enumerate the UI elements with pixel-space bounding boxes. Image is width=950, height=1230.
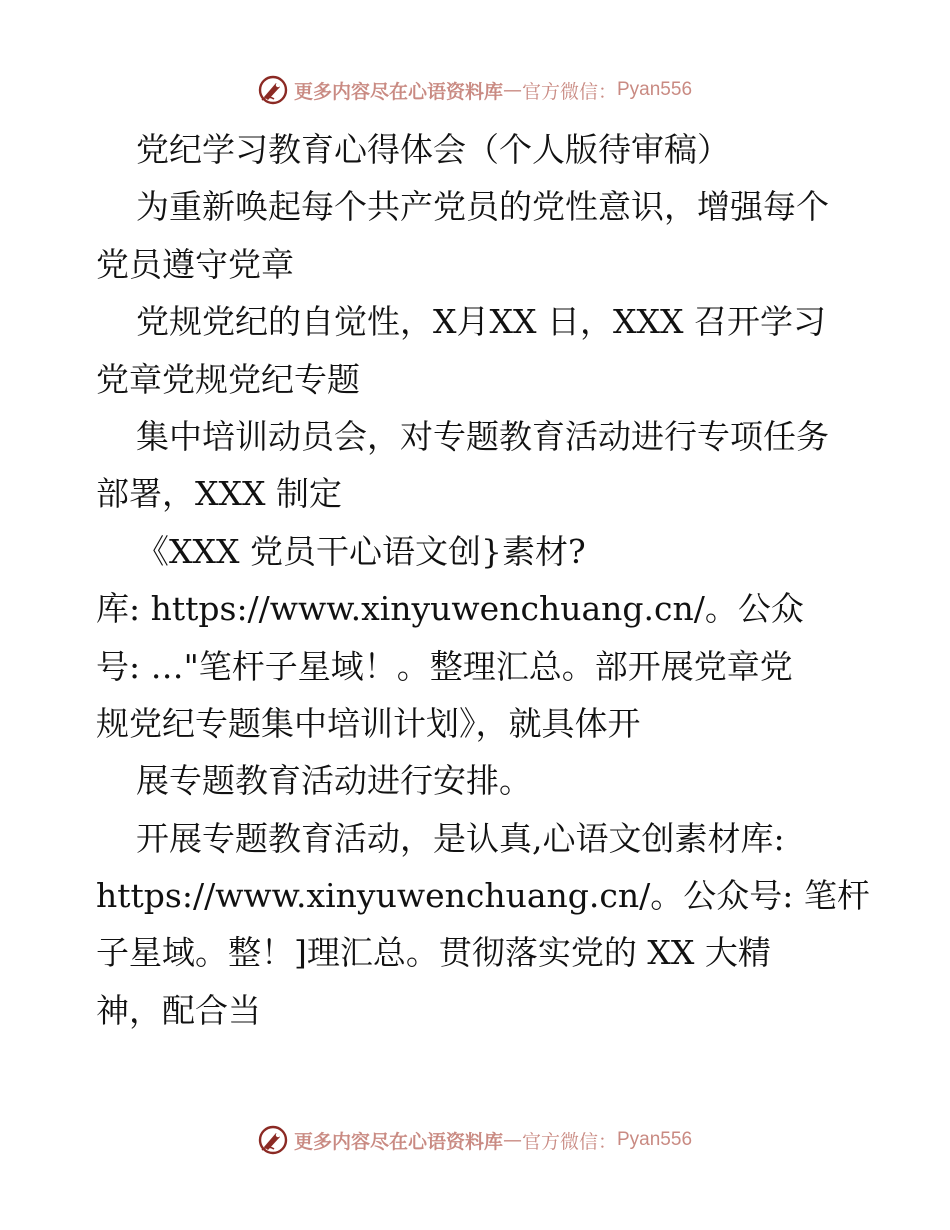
text-line: https://www.xinyuwenchuang.cn/。公众号: 笔杆 (96, 876, 870, 916)
banner-wechat-label: 官方微信： (521, 1130, 617, 1153)
text-line: 党员遵守党章 (96, 244, 294, 284)
banner-wechat-id: Pyan556 (617, 79, 693, 100)
banner-main-text: 更多内容尽在心语资料库 (293, 80, 503, 103)
text-line: 规党纪专题集中培训计划》，就具体开 (96, 703, 641, 743)
banner-wechat-id: Pyan556 (617, 1129, 693, 1150)
banner-separator: — (502, 79, 522, 101)
text-line: 部署，XXX 制定 (96, 474, 342, 514)
header-banner (0, 70, 950, 110)
text-line: 党规党纪的自觉性，X月XX 日，XXX 召开学习 (136, 302, 826, 342)
pen-nib-logo-icon (258, 75, 288, 105)
text-line: 子星域。整！]理汇总。贯彻落实党的 XX 大精 (96, 933, 771, 973)
footer-banner (0, 1120, 950, 1160)
text-line: 库: https://www.xinyuwenchuang.cn/。公众 (96, 589, 804, 629)
text-line: 集中培训动员会，对专题教育活动进行专项任务 (136, 416, 829, 456)
pen-nib-logo-icon (258, 1125, 288, 1155)
banner-wechat-label: 官方微信： (521, 80, 617, 103)
text-line: 为重新唤起每个共产党员的党性意识，增强每个 (136, 187, 829, 227)
document-body (96, 121, 870, 1039)
banner-main-text: 更多内容尽在心语资料库 (293, 1130, 503, 1153)
text-line: 展专题教育活动进行安排。 (136, 761, 532, 801)
text-line: 党章党规党纪专题 (96, 359, 360, 399)
text-line: 《XXX 党员干心语文创}素材? (136, 531, 586, 571)
text-line: 神，配合当 (96, 990, 261, 1030)
text-line: 开展专题教育活动，是认真,心语文创素材库: (136, 818, 785, 858)
text-line: 党纪学习教育心得体会（个人版待审稿） (136, 130, 730, 169)
text-line: 号: …"笔杆子星域！。整理汇总。部开展党章党 (96, 646, 793, 686)
banner-separator: — (502, 1129, 522, 1151)
